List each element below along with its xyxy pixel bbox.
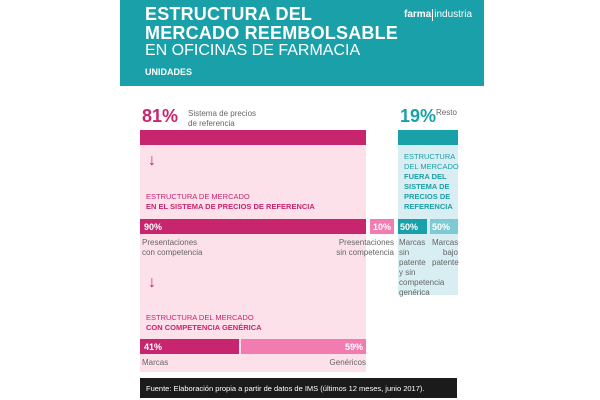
logo-light-text: industria: [434, 9, 473, 20]
gen-arrow-icon: ↓: [148, 274, 156, 291]
logo-separator: [432, 9, 433, 21]
gen-bar-right-label: 59%: [344, 341, 363, 352]
resto-share-label: Resto: [436, 108, 457, 117]
srp-arrow-icon: ↓: [148, 152, 156, 169]
gen-section-title: [146, 313, 262, 333]
gen-title-line2: CON COMPETENCIA GENÉRICA: [146, 323, 262, 332]
source-text: Fuente: Elaboración propia a partir de datos de IMS (últimos 12 meses, junio 2017).: [146, 383, 425, 393]
srp-share-label: [188, 109, 256, 129]
resto-bar-bajo-patente: [430, 219, 458, 234]
gen-bar-genericos: [241, 339, 366, 354]
resto-caption-right-line: bajo: [442, 248, 458, 257]
resto-title-line4: SISTEMA DE: [404, 182, 450, 191]
source-footer: [140, 378, 457, 398]
title-line-3: EN OFICINAS DE FARMACIA: [145, 42, 361, 59]
gen-bar-marcas: [140, 339, 239, 354]
logo-bold-text: farma: [404, 9, 432, 20]
srp-section-title: [146, 192, 315, 212]
resto-caption-right-line: patente: [432, 258, 459, 267]
resto-title-line6: REFERENCIA: [404, 202, 453, 211]
resto-share-pct: 19%: [400, 106, 437, 126]
resto-caption-left-line: Marcas: [399, 238, 426, 247]
resto-bar-right-label: 50%: [432, 221, 451, 232]
farmaindustria-logo: [404, 9, 472, 21]
resto-caption-left-line: sin: [399, 248, 410, 257]
resto-caption-left-line: patente: [399, 258, 426, 267]
srp-bar-sin-competencia: [370, 219, 394, 234]
srp-caption-left-line2: con competencia: [142, 248, 203, 257]
resto-caption-left-line: genérica: [399, 288, 430, 297]
resto-title-line5: PRECIOS DE: [404, 192, 451, 201]
gen-caption-left: Marcas: [142, 358, 169, 367]
srp-bar-con-competencia: [140, 219, 366, 234]
srp-caption-left: [142, 238, 202, 258]
resto-title-line2: DEL MERCADO: [404, 162, 459, 171]
gen-title-line1: ESTRUCTURA DEL MERCADO: [146, 313, 254, 322]
top-bar-srp: [140, 130, 366, 145]
title-line-2: MERCADO REEMBOLSABLE: [145, 23, 399, 43]
top-bar-resto: [398, 130, 458, 145]
resto-caption-left-line: competencia: [399, 278, 445, 287]
resto-bar-sin-patente: [398, 219, 427, 234]
srp-caption-right-line2: sin competencia: [336, 248, 394, 257]
srp-caption-right-line1: Presentaciones: [338, 238, 394, 247]
gen-bar-left-label: 41%: [144, 341, 163, 352]
resto-caption-left-line: y sin: [399, 268, 416, 277]
srp-caption-left-line1: Presentaciones: [142, 238, 198, 247]
srp-title-line1: ESTRUCTURA DE MERCADO: [146, 192, 250, 201]
srp-share-pct: 81%: [142, 106, 179, 126]
resto-caption-right-line: Marcas: [432, 238, 459, 247]
resto-caption-right: [432, 238, 458, 268]
srp-caption-right: [330, 238, 394, 258]
srp-panel: [140, 145, 366, 372]
srp-title-line2: EN EL SISTEMA DE PRECIOS DE REFERENCIA: [146, 202, 315, 211]
title-line-1: ESTRUCTURA DEL: [145, 4, 313, 24]
srp-share-label-line2: de referencia: [188, 119, 235, 128]
srp-bar-left-label: 90%: [144, 221, 163, 232]
resto-section-title: [404, 152, 459, 212]
srp-share-label-line1: Sistema de precios: [188, 109, 257, 118]
gen-caption-right: Genéricos: [329, 358, 366, 367]
srp-bar-right-label: 10%: [373, 221, 392, 232]
unit-label: UNIDADES: [145, 67, 193, 77]
resto-title-line1: ESTRUCTURA: [404, 152, 456, 161]
resto-bar-left-label: 50%: [400, 221, 419, 232]
resto-title-line3: FUERA DEL: [404, 172, 447, 181]
